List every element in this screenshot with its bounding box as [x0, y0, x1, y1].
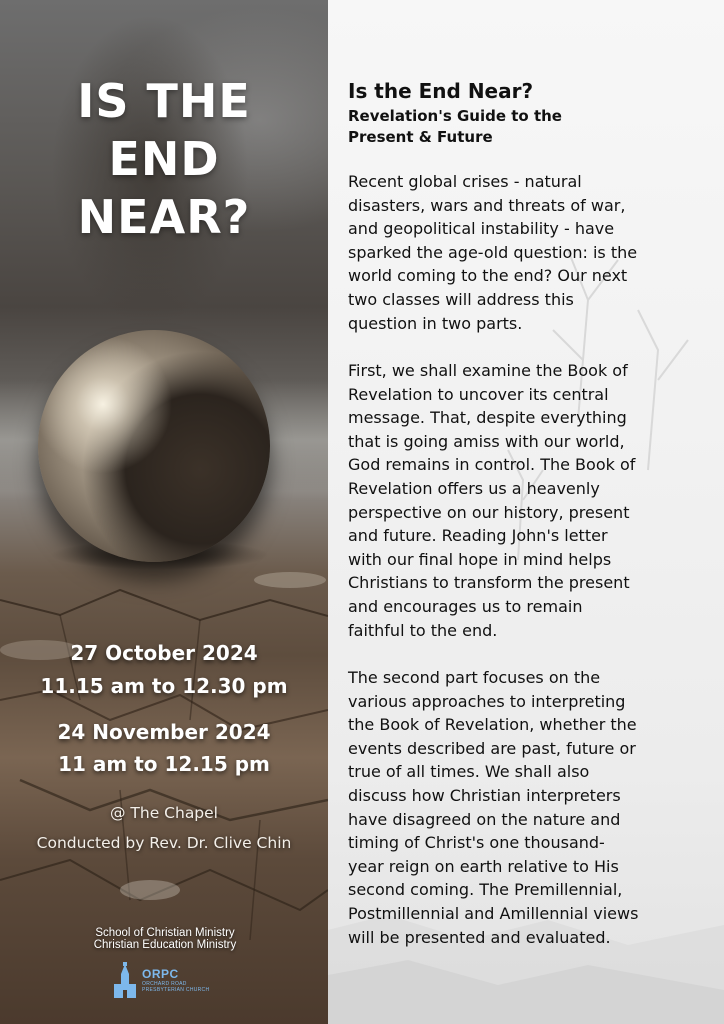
paragraph-line: world coming to the end? Our next [348, 266, 628, 286]
headline-line: NEAR? [77, 190, 251, 244]
paragraph-line: with our final hope in mind helps [348, 549, 612, 569]
paragraph-line: will be presented and evaluated. [348, 927, 611, 947]
subtitle-line: Revelation's Guide to the [348, 107, 562, 125]
paragraph-line: discuss how Christian interpreters [348, 785, 621, 805]
session-1-date: 27 October 2024 [70, 641, 258, 665]
paragraph-line: that is going amiss with our world, [348, 431, 625, 451]
paragraph-line: have disagreed on the nature and [348, 809, 621, 829]
venue-text: @ The Chapel [109, 804, 218, 822]
paragraph-part-one [348, 359, 708, 642]
paragraph-line: disasters, wars and threats of war, [348, 195, 626, 215]
subtitle-line: Present & Future [348, 128, 493, 146]
paragraph-line: God remains in control. The Book of [348, 455, 636, 475]
ministry-line: Christian Education Ministry [93, 939, 237, 951]
paragraph-line: The second part focuses on the [348, 668, 601, 687]
paragraph-line: events described are past, future or [348, 738, 636, 758]
session-1-time: 11.15 am to 12.30 pm [40, 674, 288, 698]
paragraph-line: sparked the age-old question: is the [348, 242, 638, 262]
paragraph-intro [348, 170, 708, 335]
ministry-line: School of Christian Ministry [95, 927, 235, 939]
logo-name: ORPC [142, 966, 179, 981]
headline-line: IS THE [77, 74, 251, 128]
paragraph-line: year reign on earth relative to His [348, 856, 619, 876]
headline-line: END [108, 132, 220, 186]
paragraph-part-two [348, 666, 708, 949]
paragraph-line: Postmillennial and Amillennial views [348, 903, 639, 923]
content-title: Is the End Near? [348, 79, 534, 103]
conductor-text: Conducted by Rev. Dr. Clive Chin [36, 834, 292, 852]
content-subtitle [348, 106, 708, 148]
paragraph-line: two classes will address this [348, 289, 574, 309]
paragraph-line: the Book of Revelation, whether the [348, 715, 637, 735]
poster-headline [0, 72, 328, 246]
paragraph-line: Recent global crises - natural [348, 172, 582, 191]
paragraph-line: message. That, despite everything [348, 408, 627, 428]
cracked-globe-graphic [38, 330, 270, 562]
paragraph-line: First, we shall examine the Book of [348, 361, 628, 380]
session-2-time: 11 am to 12.15 pm [58, 752, 270, 776]
church-logo [112, 962, 209, 998]
paragraph-line: Christians to transform the present [348, 573, 630, 593]
logo-full-name: ORCHARD ROAD [142, 980, 187, 987]
paragraph-line: faithful to the end. [348, 620, 498, 640]
paragraph-line: and future. Reading John's letter [348, 526, 608, 546]
paragraph-line: Revelation offers us a heavenly [348, 478, 600, 498]
paragraph-line: Revelation to uncover its central [348, 384, 609, 404]
poster-image-panel [0, 0, 328, 1024]
church-building-icon [112, 962, 138, 998]
paragraph-line: question in two parts. [348, 313, 523, 333]
paragraph-line: and encourages us to remain [348, 596, 583, 616]
paragraph-line: and geopolitical instability - have [348, 219, 615, 239]
session-2-date: 24 November 2024 [57, 720, 271, 744]
paragraph-line: various approaches to interpreting [348, 691, 626, 711]
paragraph-line: timing of Christ's one thousand- [348, 833, 605, 853]
paragraph-line: perspective on our history, present [348, 502, 630, 522]
description-panel [328, 0, 724, 1024]
paragraph-line: second coming. The Premillennial, [348, 880, 623, 900]
paragraph-line: true of all times. We shall also [348, 762, 590, 782]
logo-full-name: PRESBYTERIAN CHURCH [142, 986, 210, 993]
